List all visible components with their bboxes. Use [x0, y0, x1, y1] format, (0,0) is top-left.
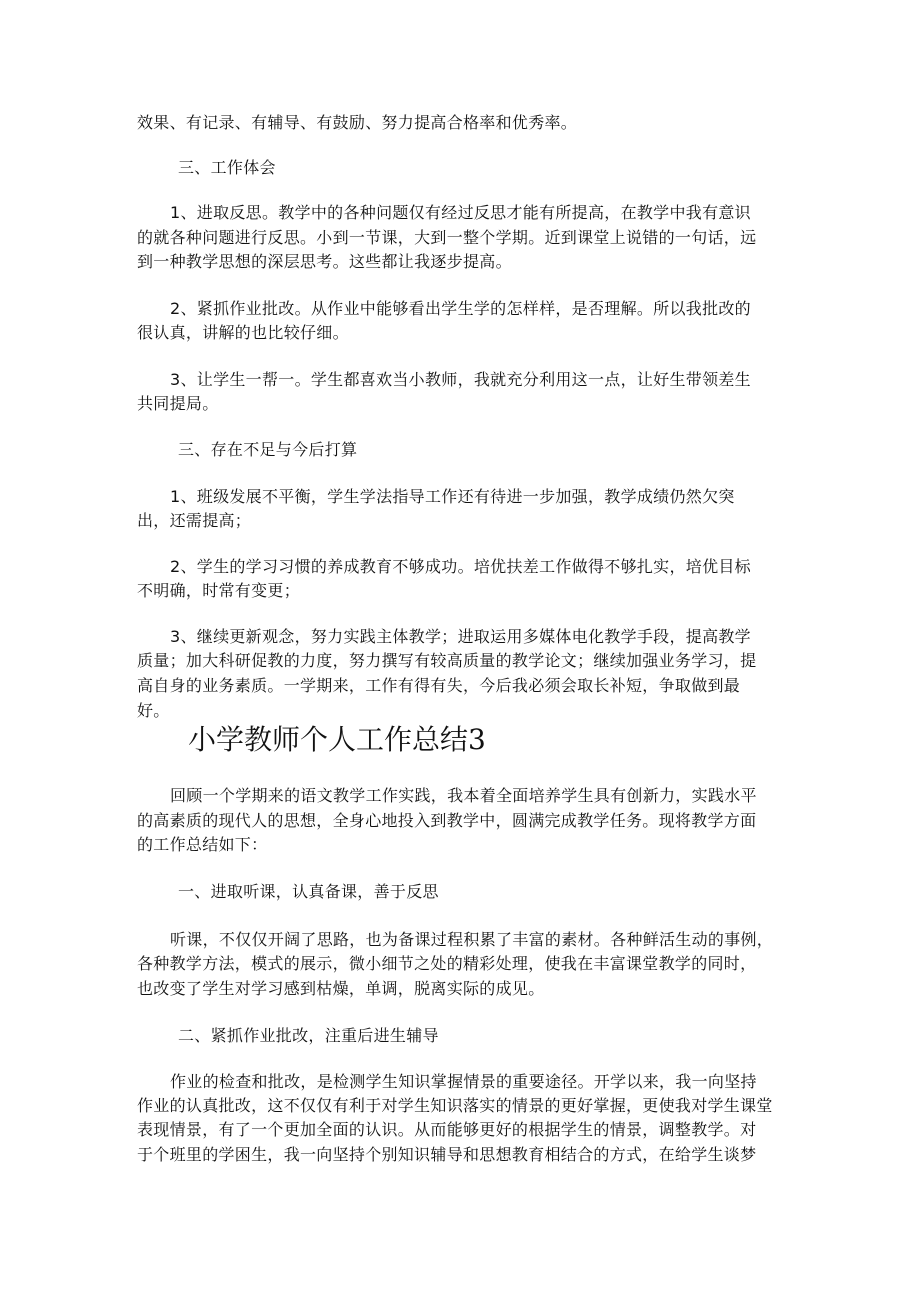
paragraph-line: 共同提局。 [137, 394, 219, 413]
paragraph-line: 很认真，讲解的也比较仔细。 [137, 323, 349, 342]
paragraph-line: 作业的检查和批改，是检测学生知识掌握情景的重要途径。开学以来，我一向坚持 [170, 1072, 757, 1091]
paragraph-line: 的工作总结如下： [137, 835, 268, 854]
paragraph-line: 质量；加大科研促教的力度，努力撰写有较高质量的教学论文；继续加强业务学习，提 [137, 651, 757, 670]
paragraph-line: 作业的认真批改，这不仅仅有利于对学生知识落实的情景的更好掌握，更使我对学生课堂 [137, 1096, 773, 1115]
section-heading: 三、工作体会 [178, 158, 276, 177]
paragraph-line: 2、学生的学习习惯的养成教育不够成功。培优扶差工作做得不够扎实，培优目标 [170, 557, 751, 576]
paragraph-line: 的高素质的现代人的思想，全身心地投入到教学中，圆满完成教学任务。现将教学方面 [137, 811, 757, 830]
paragraph-line: 1、进取反思。教学中的各种问题仅有经过反思才能有所提高，在教学中我有意识 [170, 203, 751, 222]
paragraph-line: 出，还需提高； [137, 511, 252, 530]
text-line: 效果、有记录、有辅导、有鼓励、努力提高合格率和优秀率。 [137, 113, 578, 132]
document-title: 小学教师个人工作总结3 [188, 723, 486, 756]
paragraph-line: 各种教学方法，模式的展示，微小细节之处的精彩处理，使我在丰富课堂教学的同时， [137, 954, 757, 973]
section-heading: 二、紧抓作业批改，注重后进生辅导 [178, 1026, 439, 1045]
paragraph-line: 不明确，时常有变更； [137, 581, 301, 600]
paragraph-line: 回顾一个学期来的语文教学工作实践，我本着全面培养学生具有创新力，实践水平 [170, 786, 757, 805]
paragraph-line: 高自身的业务素质。一学期来，工作有得有失，今后我必须会取长补短，争取做到最 [137, 676, 741, 695]
section-heading: 一、进取听课，认真备课，善于反思 [178, 882, 439, 901]
paragraph-line: 于个班里的学困生，我一向坚持个别知识辅导和思想教育相结合的方式，在给学生谈梦 [137, 1145, 757, 1164]
paragraph-line: 1、班级发展不平衡，学生学法指导工作还有待进一步加强，教学成绩仍然欠突 [170, 487, 735, 506]
paragraph-line: 也改变了学生对学习感到枯燥，单调，脱离实际的成见。 [137, 979, 545, 998]
paragraph-line: 听课，不仅仅开阔了思路，也为备课过程积累了丰富的素材。各种鲜活生动的事例， [170, 930, 774, 949]
paragraph-line: 3、继续更新观念，努力实践主体教学；进取运用多媒体电化教学手段，提高教学 [170, 627, 751, 646]
section-heading: 三、存在不足与今后打算 [178, 440, 358, 459]
paragraph-line: 到一种教学思想的深层思考。这些都让我逐步提高。 [137, 252, 512, 271]
paragraph-line: 3、让学生一帮一。学生都喜欢当小教师，我就充分利用这一点，让好生带领差生 [170, 370, 751, 389]
paragraph-line: 好。 [137, 701, 170, 720]
paragraph-line: 表现情景，有了一个更加全面的认识。从而能够更好的根据学生的情景，调整教学。对 [137, 1120, 757, 1139]
paragraph-line: 的就各种问题进行反思。小到一节课，大到一整个学期。近到课堂上说错的一句话，远 [137, 228, 757, 247]
paragraph-line: 2、紧抓作业批改。从作业中能够看出学生学的怎样样，是否理解。所以我批改的 [170, 299, 751, 318]
